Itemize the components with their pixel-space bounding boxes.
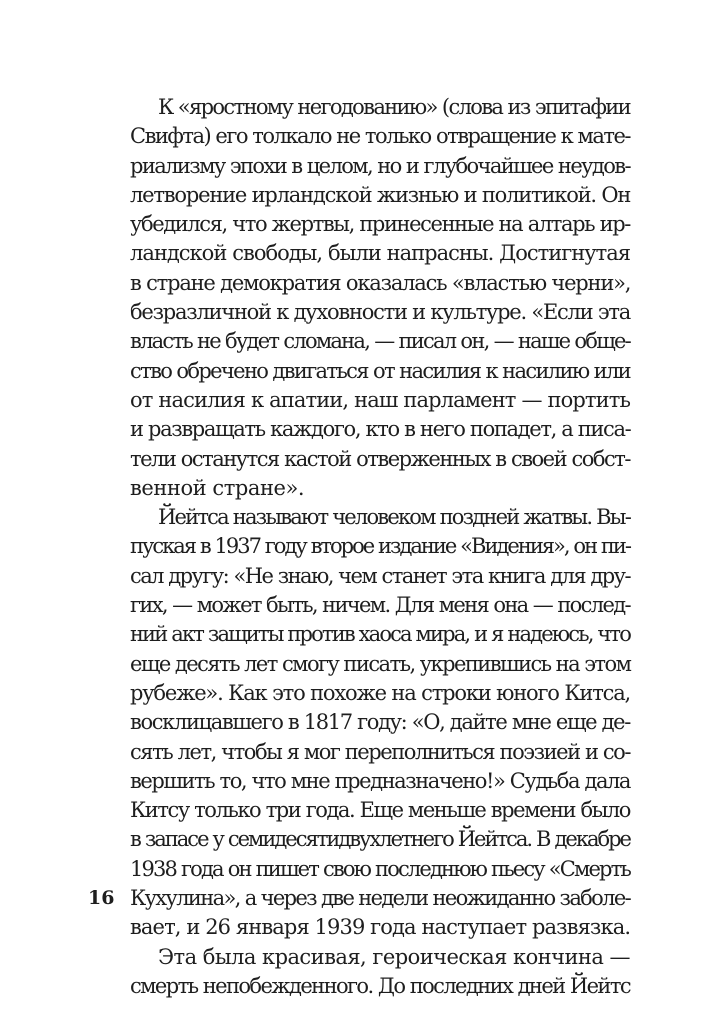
text-line: от насилия к апатии, наш парламент — портить [130, 387, 630, 412]
text-line: Эта была красивая, героическая кончина — [158, 944, 630, 969]
text-line: Китсу только три года. Еще меньше времени было [130, 798, 630, 823]
text-line: убедился, что жертвы, принесенные на алтарь ир- [130, 212, 630, 237]
text-line: К «яростному негодованию» (слова из эпитафии [158, 95, 630, 119]
text-line: ний акт защиты против хаоса мира, и я надеюсь, что [130, 622, 630, 647]
body-text [130, 93, 630, 1001]
text-line: сал другу: «Не знаю, чем станет эта книга для дру- [130, 563, 630, 588]
text-line: безразличной к духовности и культуре. «Если эта [130, 300, 630, 325]
text-line: венной стране». [130, 475, 305, 500]
text-line: вершить то, что мне предназначено!» Судьба дала [130, 768, 630, 793]
text-line: в стране демократия оказалась «властью черни», [130, 270, 631, 295]
text-line: сять лет, чтобы я мог переполниться поэзией и со- [130, 739, 630, 764]
text-line: ство обречено двигаться от насилия к насилию или [130, 358, 630, 383]
text-line: смерть непобежденного. До последних дней Йейтс [130, 973, 630, 998]
text-line: еще десять лет смогу писать, укрепившись на этом [130, 651, 631, 676]
text-line: власть не будет сломана, — писал он, — наше обще- [130, 329, 630, 354]
page-number: 16 [88, 887, 115, 909]
text-line: ландской свободы, были напрасны. Достигнутая [130, 241, 630, 266]
text-line: в запасе у семидесятидвухлетнего Йейтса. В декабре [130, 827, 630, 852]
text-line: рубеже». Как это похоже на строки юного Китса, [130, 680, 630, 705]
text-line: восклицавшего в 1817 году: «О, дайте мне еще де- [130, 710, 630, 735]
text-line: летворение ирландской жизнью и политикой. Он [130, 182, 631, 207]
text-line: пуская в 1937 году второе издание «Видения», он пи- [130, 534, 630, 559]
text-line: Кухулина», а через две недели неожиданно заболе- [130, 886, 631, 911]
text-line: риализму эпохи в целом, но и глубочайшее неудов- [130, 153, 630, 178]
text-line: тели останутся кастой отверженных в своей собст- [130, 446, 630, 471]
text-line: вает, и 26 января 1939 года наступает развязка. [130, 915, 631, 940]
text-line: Йейтса называют человеком поздней жатвы. Вы- [158, 505, 630, 530]
text-line: и развращать каждого, кто в него попадет, а писа- [130, 417, 631, 442]
text-line: 1938 года он пишет свою последнюю пьесу «Смерть [130, 856, 630, 881]
text-line: гих, — может быть, ничем. Для меня она — послед- [130, 593, 630, 618]
text-line: Свифта) его толкало не только отвращение к мате- [130, 124, 630, 149]
